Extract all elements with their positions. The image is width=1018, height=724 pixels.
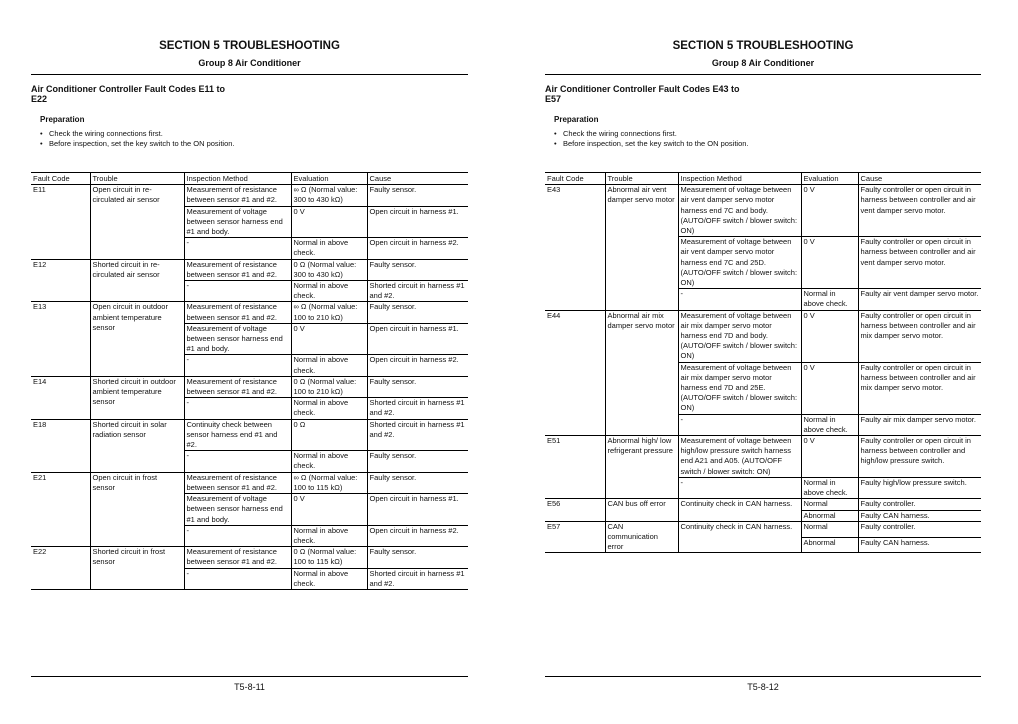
trouble-cell: Shorted circuit in outdoor ambient temperature sensor xyxy=(90,376,184,419)
evaluation-cell: Normal in above check. xyxy=(291,355,367,376)
preparation-item: • Before inspection, set the key switch to the ON position. xyxy=(554,139,798,149)
evaluation-cell: Normal in above check. xyxy=(801,289,858,310)
evaluation-cell: 0 V xyxy=(801,185,858,237)
evaluation-cell: Normal in above check. xyxy=(291,398,367,419)
table-header-row xyxy=(545,173,981,185)
method-cell: Measurement of resistance between sensor #1 and #2. xyxy=(184,185,291,206)
trouble-cell: CAN bus off error xyxy=(605,499,678,521)
group-title: Group 8 Air Conditioner xyxy=(711,58,815,68)
column-header: Evaluation xyxy=(801,173,858,185)
column-header: Cause xyxy=(367,173,468,185)
cause-cell: Faulty controller or open circuit in harness between controller and air vent damper servo motor. xyxy=(858,237,981,289)
fault-code-cell: E21 xyxy=(31,472,90,546)
table-row xyxy=(545,436,981,478)
cause-cell: Shorted circuit in harness #1 and #2. xyxy=(367,568,468,589)
page-number: T5-8-12 xyxy=(747,682,779,692)
method-cell: Measurement of resistance between sensor #1 and #2. xyxy=(184,547,291,568)
cause-cell: Faulty controller. xyxy=(858,499,981,510)
column-header: Inspection Method xyxy=(678,173,801,185)
method-cell: - xyxy=(184,355,291,376)
table-row xyxy=(31,302,468,323)
cause-cell: Open circuit in harness #2. xyxy=(367,238,468,259)
evaluation-cell: 0 V xyxy=(801,310,858,362)
section-title: SECTION 5 TROUBLESHOOTING xyxy=(159,40,340,52)
method-cell: - xyxy=(184,398,291,419)
right-page xyxy=(545,0,981,724)
method-cell: Measurement of resistance between sensor #1 and #2. xyxy=(184,259,291,280)
cause-cell: Faulty sensor. xyxy=(367,302,468,323)
column-header: Trouble xyxy=(90,173,184,185)
evaluation-cell: 0 V xyxy=(291,323,367,355)
method-cell: Measurement of voltage between sensor harness end #1 and body. xyxy=(184,323,291,355)
evaluation-cell: Normal in above check. xyxy=(291,281,367,302)
document-title-line-1: Air Conditioner Controller Fault Codes E11 to xyxy=(31,84,226,94)
group-title: Group 8 Air Conditioner xyxy=(198,58,301,68)
page-number: T5-8-11 xyxy=(234,682,265,692)
method-cell: - xyxy=(678,477,801,498)
table-row xyxy=(31,185,468,206)
evaluation-cell: 0 Ω xyxy=(291,419,367,451)
evaluation-cell: 0 V xyxy=(291,206,367,238)
cause-cell: Faulty sensor. xyxy=(367,376,468,397)
trouble-cell: Abnormal air vent damper servo motor xyxy=(605,185,678,310)
trouble-cell: Abnormal air mix damper servo motor xyxy=(605,310,678,435)
table-row xyxy=(545,499,981,510)
evaluation-cell: Normal in above check. xyxy=(291,568,367,589)
evaluation-cell: Normal in above check. xyxy=(291,451,367,472)
cause-cell: Open circuit in harness #1. xyxy=(367,323,468,355)
column-header: Fault Code xyxy=(31,173,90,185)
method-cell: - xyxy=(184,281,291,302)
document-title-line-2: E57 xyxy=(545,94,562,104)
preparation-list xyxy=(554,129,798,149)
preparation-item: • Before inspection, set the key switch to the ON position. xyxy=(40,139,284,149)
method-cell: Measurement of voltage between air vent damper servo motor harness end 7C and 25D. (AUTO/OFF switch / blower switch: ON) xyxy=(678,237,801,289)
column-header: Cause xyxy=(858,173,981,185)
trouble-cell: Shorted circuit in re-circulated air sensor xyxy=(90,259,184,302)
cause-cell: Faulty sensor. xyxy=(367,451,468,472)
trouble-cell: Open circuit in outdoor ambient temperature sensor xyxy=(90,302,184,376)
column-header: Fault Code xyxy=(545,173,605,185)
cause-cell: Faulty sensor. xyxy=(367,472,468,493)
document-title xyxy=(545,84,795,104)
evaluation-cell: 0 V xyxy=(291,494,367,526)
preparation-item: • Check the wiring connections first. xyxy=(554,129,798,139)
fault-code-cell: E18 xyxy=(31,419,90,472)
cause-cell: Faulty CAN harness. xyxy=(858,510,981,521)
preparation-list xyxy=(40,129,284,149)
evaluation-cell: 0 V xyxy=(801,362,858,414)
evaluation-cell: ∞ Ω (Normal value: 100 to 115 kΩ) xyxy=(291,472,367,493)
table-row xyxy=(545,185,981,237)
table-row xyxy=(31,259,468,280)
evaluation-cell: Normal xyxy=(801,499,858,510)
trouble-cell: Open circuit in frost sensor xyxy=(90,472,184,546)
section-title: SECTION 5 TROUBLESHOOTING xyxy=(672,40,854,52)
table-row xyxy=(31,419,468,451)
cause-cell: Faulty sensor. xyxy=(367,185,468,206)
method-cell: Measurement of voltage between air mix damper servo motor harness end 7D and body. (AUTO/OFF switch / blower switch: ON) xyxy=(678,310,801,362)
cause-cell: Faulty sensor. xyxy=(367,547,468,568)
method-cell: Measurement of resistance between sensor #1 and #2. xyxy=(184,302,291,323)
fault-code-cell: E12 xyxy=(31,259,90,302)
method-cell: Measurement of voltage between sensor harness end #1 and body. xyxy=(184,494,291,526)
method-cell: Measurement of voltage between high/low pressure switch harness end A21 and A05. (AUTO/OFF switch / blower switch: ON) xyxy=(678,436,801,478)
fault-code-cell: E11 xyxy=(31,185,90,259)
evaluation-cell: Normal xyxy=(801,521,858,537)
fault-code-cell: E57 xyxy=(545,521,605,553)
fault-code-table xyxy=(31,172,468,590)
evaluation-cell: 0 Ω (Normal value: 300 to 430 kΩ) xyxy=(291,259,367,280)
trouble-cell: Abnormal high/ low refrigerant pressure xyxy=(605,436,678,499)
evaluation-cell: 0 V xyxy=(801,436,858,478)
document-title-line-2: E22 xyxy=(31,94,48,104)
cause-cell: Faulty sensor. xyxy=(367,259,468,280)
cause-cell: Faulty controller. xyxy=(858,521,981,537)
column-header: Inspection Method xyxy=(184,173,291,185)
document-title xyxy=(31,84,281,104)
column-header: Trouble xyxy=(605,173,678,185)
table-row xyxy=(31,472,468,493)
method-cell: Continuity check in CAN harness. xyxy=(678,521,801,553)
cause-cell: Faulty CAN harness. xyxy=(858,537,981,553)
method-cell: Measurement of resistance between sensor #1 and #2. xyxy=(184,472,291,493)
cause-cell: Shorted circuit in harness #1 and #2. xyxy=(367,281,468,302)
method-cell: Measurement of resistance between sensor #1 and #2. xyxy=(184,376,291,397)
header-rule xyxy=(31,74,468,75)
method-cell: Continuity check between sensor harness end #1 and #2. xyxy=(184,419,291,451)
document-title-line-1: Air Conditioner Controller Fault Codes E43 to xyxy=(545,84,740,94)
cause-cell: Faulty controller or open circuit in harness between controller and air mix damper servo motor. xyxy=(858,362,981,414)
trouble-cell: Shorted circuit in solar radiation sensor xyxy=(90,419,184,472)
footer-rule xyxy=(545,676,981,677)
method-cell: Measurement of voltage between sensor harness end #1 and body. xyxy=(184,206,291,238)
preparation-item: • Check the wiring connections first. xyxy=(40,129,284,139)
header-rule xyxy=(545,74,981,75)
table-row xyxy=(545,310,981,362)
method-cell: - xyxy=(678,289,801,310)
trouble-cell: Shorted circuit in frost sensor xyxy=(90,547,184,590)
method-cell: - xyxy=(184,525,291,546)
cause-cell: Faulty controller or open circuit in harness between controller and air mix damper servo motor. xyxy=(858,310,981,362)
evaluation-cell: Normal in above check. xyxy=(291,525,367,546)
evaluation-cell: ∞ Ω (Normal value: 300 to 430 kΩ) xyxy=(291,185,367,206)
evaluation-cell: 0 V xyxy=(801,237,858,289)
fault-code-cell: E43 xyxy=(545,185,605,310)
method-cell: Continuity check in CAN harness. xyxy=(678,499,801,521)
fault-code-cell: E51 xyxy=(545,436,605,499)
preparation-heading: Preparation xyxy=(554,115,599,124)
method-cell: - xyxy=(184,451,291,472)
cause-cell: Faulty air vent damper servo motor. xyxy=(858,289,981,310)
evaluation-cell: 0 Ω (Normal value: 100 to 210 kΩ) xyxy=(291,376,367,397)
preparation-heading: Preparation xyxy=(40,115,85,124)
cause-cell: Faulty high/low pressure switch. xyxy=(858,477,981,498)
fault-code-cell: E44 xyxy=(545,310,605,435)
left-page xyxy=(31,0,468,724)
cause-cell: Open circuit in harness #2. xyxy=(367,525,468,546)
method-cell: - xyxy=(184,568,291,589)
evaluation-cell: 0 Ω (Normal value: 100 to 115 kΩ) xyxy=(291,547,367,568)
cause-cell: Open circuit in harness #2. xyxy=(367,355,468,376)
cause-cell: Faulty air mix damper servo motor. xyxy=(858,414,981,435)
table-row xyxy=(31,547,468,568)
trouble-cell: CAN communication error xyxy=(605,521,678,553)
cause-cell: Shorted circuit in harness #1 and #2. xyxy=(367,398,468,419)
fault-code-cell: E14 xyxy=(31,376,90,419)
footer-rule xyxy=(31,676,468,677)
cause-cell: Open circuit in harness #1. xyxy=(367,494,468,526)
method-cell: Measurement of voltage between air mix damper servo motor harness end 7D and 25E. (AUTO/OFF switch / blower switch: ON) xyxy=(678,362,801,414)
table-row xyxy=(545,521,981,537)
evaluation-cell: ∞ Ω (Normal value: 100 to 210 kΩ) xyxy=(291,302,367,323)
evaluation-cell: Normal in above check. xyxy=(801,477,858,498)
method-cell: Measurement of voltage between air vent damper servo motor harness end 7C and body. (AUTO/OFF switch / blower switch: ON) xyxy=(678,185,801,237)
evaluation-cell: Normal in above check. xyxy=(801,414,858,435)
fault-code-table xyxy=(545,172,981,553)
fault-code-cell: E56 xyxy=(545,499,605,521)
evaluation-cell: Abnormal xyxy=(801,537,858,553)
cause-cell: Faulty controller or open circuit in harness between controller and air vent damper servo motor. xyxy=(858,185,981,237)
method-cell: - xyxy=(678,414,801,435)
fault-code-cell: E13 xyxy=(31,302,90,376)
cause-cell: Faulty controller or open circuit in harness between controller and high/low pressure switch. xyxy=(858,436,981,478)
trouble-cell: Open circuit in re-circulated air sensor xyxy=(90,185,184,259)
column-header: Evaluation xyxy=(291,173,367,185)
evaluation-cell: Normal in above check. xyxy=(291,238,367,259)
cause-cell: Shorted circuit in harness #1 and #2. xyxy=(367,419,468,451)
cause-cell: Open circuit in harness #1. xyxy=(367,206,468,238)
fault-code-cell: E22 xyxy=(31,547,90,590)
table-header-row xyxy=(31,173,468,185)
evaluation-cell: Abnormal xyxy=(801,510,858,521)
method-cell: - xyxy=(184,238,291,259)
table-row xyxy=(31,376,468,397)
